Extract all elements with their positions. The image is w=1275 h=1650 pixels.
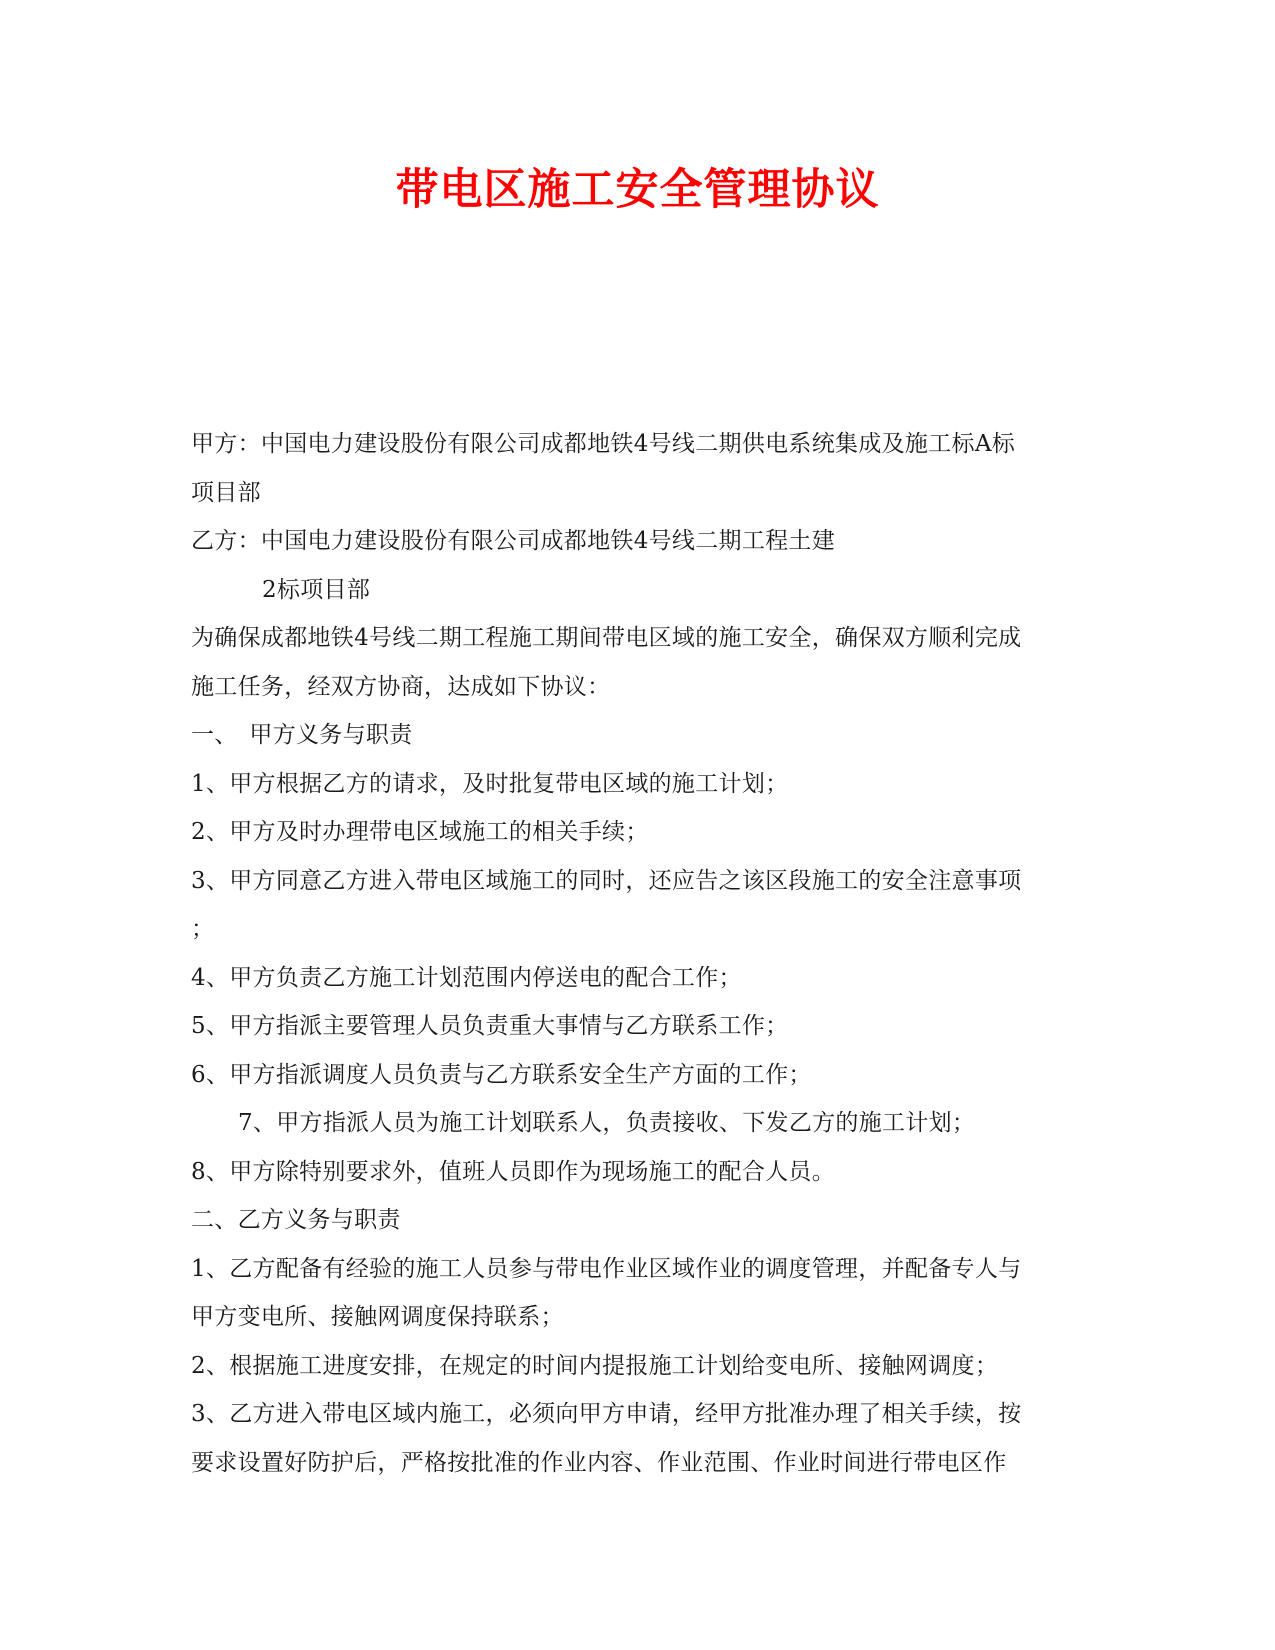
preamble-line: 为确保成都地铁4号线二期工程施工期间带电区域的施工安全，确保双方顺利完成 <box>191 625 1022 651</box>
clause-a-4: 4、甲方负责乙方施工计划范围内停送电的配合工作； <box>191 964 742 991</box>
clause-a-7: 7、甲方指派人员为施工计划联系人，负责接收、下发乙方的施工计划； <box>238 1110 976 1136</box>
preamble-line-continued: 施工任务，经双方协商，达成如下协议： <box>191 673 611 700</box>
clause-b-2: 2、根据施工进度安排，在规定的时间内提报施工计划给变电所、接触网调度； <box>191 1352 999 1379</box>
clause-a-1: 1、甲方根据乙方的请求，及时批复带电区域的施工计划； <box>191 770 789 797</box>
section-heading-party-a: 一、 甲方义务与职责 <box>191 722 413 748</box>
clause-b-3: 3、乙方进入带电区域内施工，必须向甲方申请，经甲方批准办理了相关手续，按 <box>191 1401 1022 1427</box>
document-body <box>191 420 1081 1487</box>
clause-a-2: 2、甲方及时办理带电区域施工的相关手续； <box>191 819 649 845</box>
clause-a-8: 8、甲方除特别要求外，值班人员即作为现场施工的配合人员。 <box>191 1158 836 1185</box>
clause-a-3-continued: ； <box>191 916 215 942</box>
clause-a-5: 5、甲方指派主要管理人员负责重大事情与乙方联系工作； <box>191 1013 789 1039</box>
party-a-line: 甲方：中国电力建设股份有限公司成都地铁4号线二期供电系统集成及施工标A标 <box>191 431 1016 457</box>
clause-b-1: 1、乙方配备有经验的施工人员参与带电作业区域作业的调度管理，并配备专人与 <box>191 1255 1022 1282</box>
party-b-line-continued: 2标项目部 <box>262 576 371 603</box>
clause-a-3: 3、甲方同意乙方进入带电区域施工的同时，还应告之该区段施工的安全注意事项 <box>191 867 1022 894</box>
party-a-line-continued: 项目部 <box>191 479 261 506</box>
clause-b-3-continued: 要求设置好防护后，严格按批准的作业内容、作业范围、作业时间进行带电区作 <box>191 1449 1007 1476</box>
clause-b-1-continued: 甲方变电所、接触网调度保持联系； <box>191 1304 564 1330</box>
clause-a-6: 6、甲方指派调度人员负责与乙方联系安全生产方面的工作； <box>191 1061 812 1088</box>
section-heading-party-b: 二、乙方义务与职责 <box>191 1207 401 1233</box>
party-b-line: 乙方：中国电力建设股份有限公司成都地铁4号线二期工程土建 <box>191 528 836 554</box>
document-title: 带电区施工安全管理协议 <box>395 165 880 215</box>
